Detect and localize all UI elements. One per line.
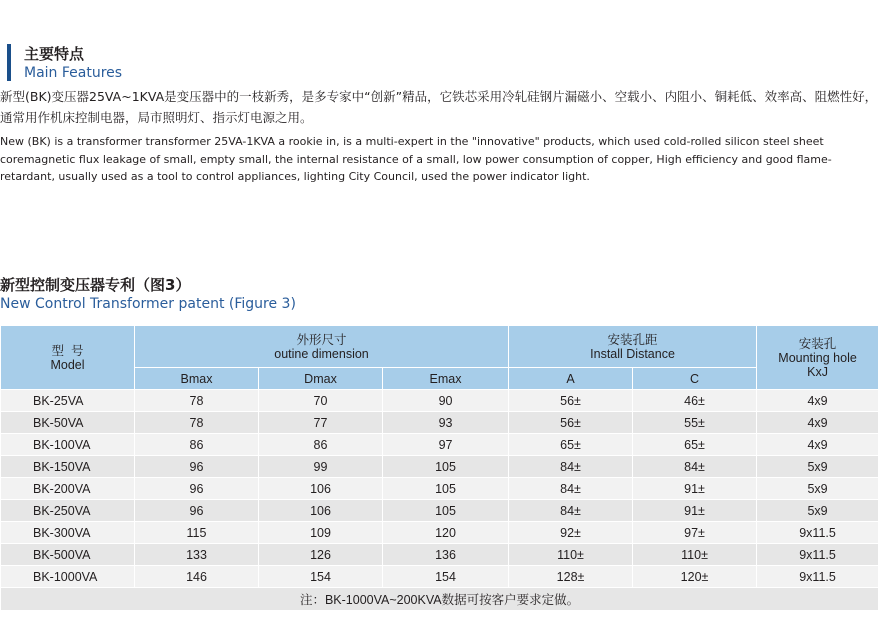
cell-model: BK-1000VA bbox=[1, 566, 135, 588]
cell-model: BK-100VA bbox=[1, 434, 135, 456]
cell-c: 91± bbox=[633, 500, 757, 522]
cell-hole: 9x11.5 bbox=[757, 566, 878, 588]
cell-c: 65± bbox=[633, 434, 757, 456]
cell-c: 55± bbox=[633, 412, 757, 434]
cell-hole: 4x9 bbox=[757, 390, 878, 412]
cell-emax: 154 bbox=[383, 566, 509, 588]
cell-model: BK-25VA bbox=[1, 390, 135, 412]
cell-c: 84± bbox=[633, 456, 757, 478]
cell-emax: 105 bbox=[383, 478, 509, 500]
cell-hole: 4x9 bbox=[757, 412, 878, 434]
main-features-desc-en: New (BK) is a transformer transformer 25VA-1KVA a rookie in, is a multi-expert in the "innovative" products, which used cold-rolled silicon steel sheet coremagnetic flux leakage of small, empty small, the internal resistance of a small, low power consumption of copper, High efficiency and good flame-retardant, usually used as a tool to control appliances, lighting City Council, used the power indicator light. bbox=[0, 135, 832, 183]
cell-emax: 120 bbox=[383, 522, 509, 544]
cell-a: 84± bbox=[509, 456, 633, 478]
main-features-desc-cn: 新型(BK)变压器25VA~1KVA是变压器中的一枝新秀，是多专家中“创新”精品，它铁芯采用冷轧硅钢片漏磁小、空载小、内阻小、铜耗低、效率高、阻燃性好，通常用作机床控制电器，局市照明灯、指示灯电源之用。 bbox=[0, 89, 878, 125]
bmax-header: Bmax bbox=[135, 368, 259, 390]
cell-model: BK-500VA bbox=[1, 544, 135, 566]
cell-dmax: 154 bbox=[259, 566, 383, 588]
hole-header bbox=[757, 326, 878, 390]
install-header bbox=[509, 326, 757, 368]
outline-header-en: outine dimension bbox=[274, 346, 369, 361]
main-features-title-en: Main Features bbox=[24, 65, 123, 81]
table-row bbox=[1, 500, 878, 522]
hole-header-sub: KxJ bbox=[807, 364, 828, 379]
cell-bmax: 96 bbox=[135, 478, 259, 500]
cell-hole: 9x11.5 bbox=[757, 522, 878, 544]
model-header bbox=[1, 326, 135, 390]
cell-hole: 4x9 bbox=[757, 434, 878, 456]
cell-c: 120± bbox=[633, 566, 757, 588]
model-header-cn: 型 号 bbox=[51, 343, 84, 358]
cell-emax: 105 bbox=[383, 500, 509, 522]
table-row bbox=[1, 456, 878, 478]
cell-a: 128± bbox=[509, 566, 633, 588]
cell-a: 84± bbox=[509, 478, 633, 500]
cell-hole: 5x9 bbox=[757, 500, 878, 522]
table-row bbox=[1, 412, 878, 434]
cell-a: 56± bbox=[509, 412, 633, 434]
outline-header-cn: 外形尺寸 bbox=[296, 332, 347, 347]
table-row bbox=[1, 566, 878, 588]
cell-model: BK-200VA bbox=[1, 478, 135, 500]
cell-model: BK-50VA bbox=[1, 412, 135, 434]
cell-bmax: 78 bbox=[135, 390, 259, 412]
a-header: A bbox=[509, 368, 633, 390]
cell-bmax: 115 bbox=[135, 522, 259, 544]
table-note-row bbox=[1, 588, 878, 611]
cell-bmax: 78 bbox=[135, 412, 259, 434]
model-header-en: Model bbox=[50, 357, 85, 372]
spec-table bbox=[0, 325, 878, 611]
cell-model: BK-300VA bbox=[1, 522, 135, 544]
cell-dmax: 70 bbox=[259, 390, 383, 412]
cell-bmax: 146 bbox=[135, 566, 259, 588]
install-header-en: Install Distance bbox=[590, 346, 675, 361]
cell-c: 97± bbox=[633, 522, 757, 544]
cell-a: 92± bbox=[509, 522, 633, 544]
cell-emax: 105 bbox=[383, 456, 509, 478]
outline-header bbox=[135, 326, 509, 368]
hole-header-en: Mounting hole bbox=[778, 350, 857, 365]
emax-header: Emax bbox=[383, 368, 509, 390]
dmax-header: Dmax bbox=[259, 368, 383, 390]
cell-c: 110± bbox=[633, 544, 757, 566]
cell-dmax: 86 bbox=[259, 434, 383, 456]
hole-header-cn: 安装孔 bbox=[798, 336, 837, 351]
cell-c: 91± bbox=[633, 478, 757, 500]
cell-bmax: 133 bbox=[135, 544, 259, 566]
table-note: 注：BK-1000VA~200KVA数据可按客户要求定做。 bbox=[1, 588, 878, 611]
cell-hole: 9x11.5 bbox=[757, 544, 878, 566]
cell-model: BK-150VA bbox=[1, 456, 135, 478]
table-row bbox=[1, 522, 878, 544]
cell-emax: 136 bbox=[383, 544, 509, 566]
table-row bbox=[1, 478, 878, 500]
cell-dmax: 106 bbox=[259, 500, 383, 522]
install-header-cn: 安装孔距 bbox=[607, 332, 658, 347]
cell-emax: 93 bbox=[383, 412, 509, 434]
cell-dmax: 77 bbox=[259, 412, 383, 434]
cell-bmax: 86 bbox=[135, 434, 259, 456]
cell-a: 84± bbox=[509, 500, 633, 522]
cell-emax: 97 bbox=[383, 434, 509, 456]
cell-bmax: 96 bbox=[135, 456, 259, 478]
cell-model: BK-250VA bbox=[1, 500, 135, 522]
cell-emax: 90 bbox=[383, 390, 509, 412]
cell-a: 65± bbox=[509, 434, 633, 456]
cell-dmax: 109 bbox=[259, 522, 383, 544]
header-row-1 bbox=[1, 326, 878, 368]
c-header: C bbox=[633, 368, 757, 390]
cell-a: 110± bbox=[509, 544, 633, 566]
section-marker-bar bbox=[7, 44, 11, 81]
patent-title-en: New Control Transformer patent (Figure 3) bbox=[0, 296, 296, 312]
table-row bbox=[1, 544, 878, 566]
cell-dmax: 99 bbox=[259, 456, 383, 478]
cell-a: 56± bbox=[509, 390, 633, 412]
cell-bmax: 96 bbox=[135, 500, 259, 522]
patent-title-cn: 新型控制变压器专利（图3） bbox=[0, 276, 191, 294]
cell-dmax: 106 bbox=[259, 478, 383, 500]
table-row bbox=[1, 434, 878, 456]
table-row bbox=[1, 390, 878, 412]
cell-c: 46± bbox=[633, 390, 757, 412]
cell-hole: 5x9 bbox=[757, 478, 878, 500]
cell-hole: 5x9 bbox=[757, 456, 878, 478]
main-features-title-cn: 主要特点 bbox=[24, 45, 85, 63]
cell-dmax: 126 bbox=[259, 544, 383, 566]
